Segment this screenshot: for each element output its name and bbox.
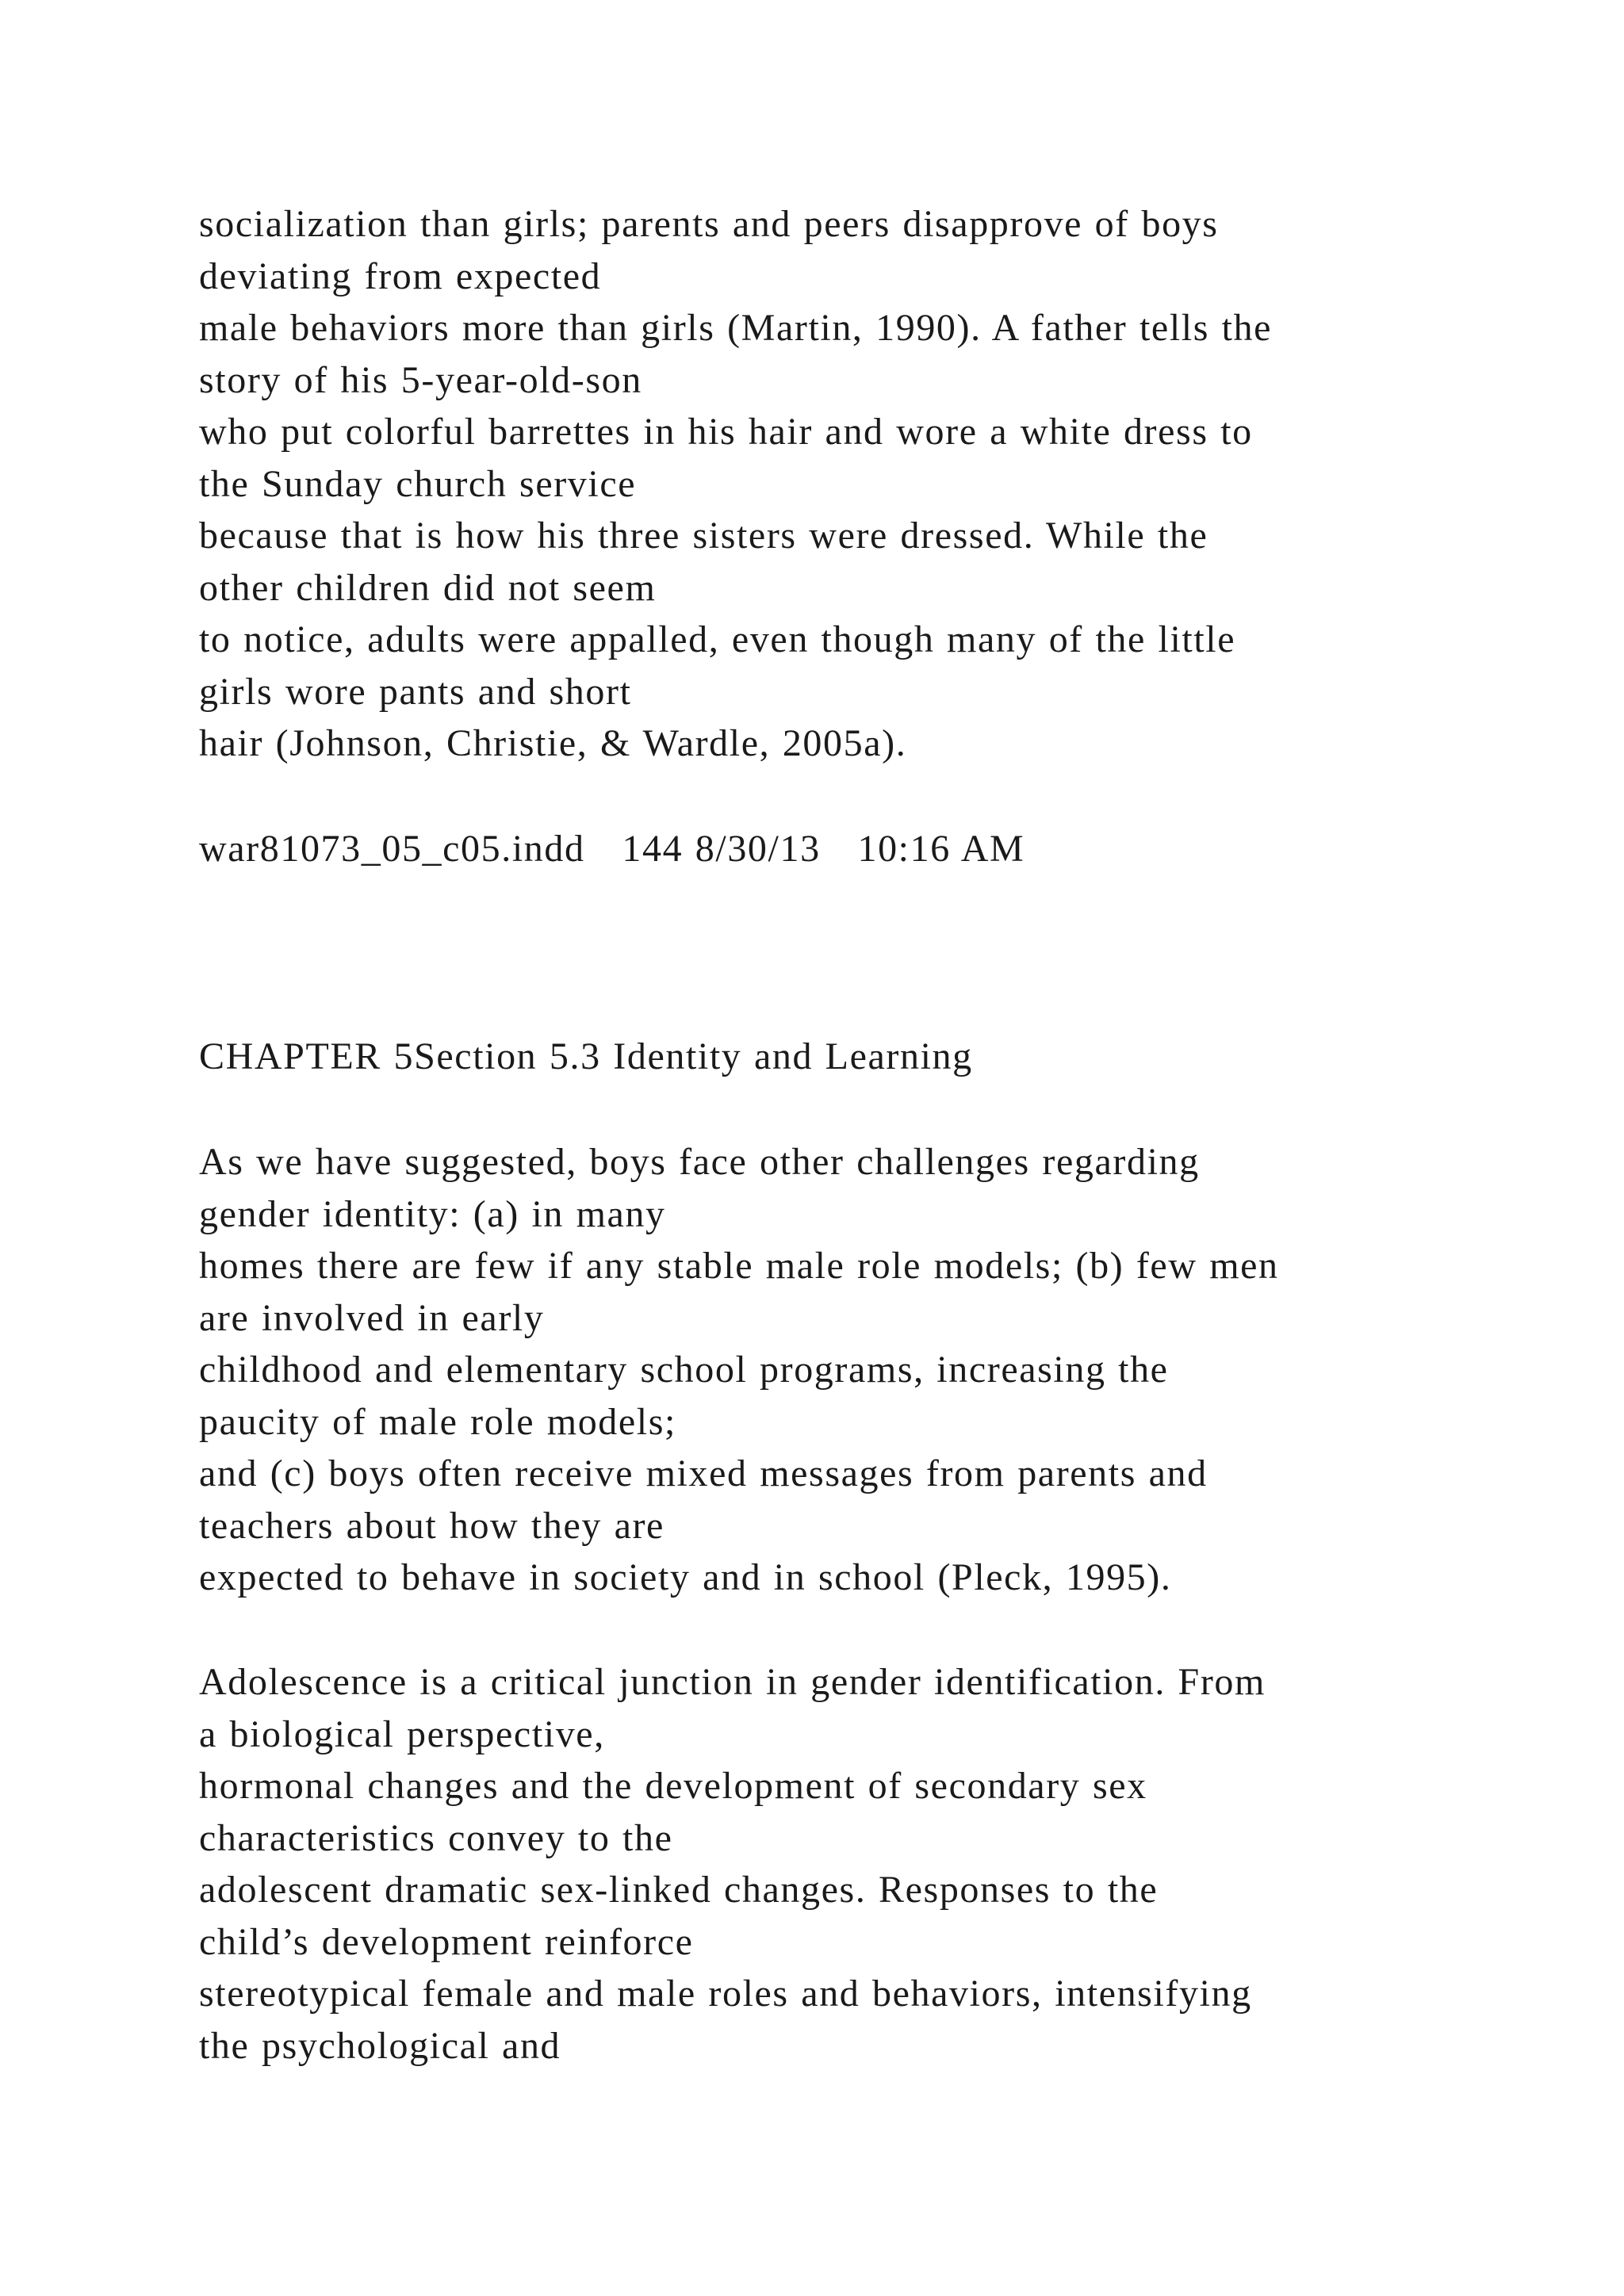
text-line: As we have suggested, boys face other challenges regarding [199,1141,1200,1183]
text-line: to notice, adults were appalled, even though many of the little [199,618,1236,660]
section-heading-text: CHAPTER 5Section 5.3 Identity and Learning [199,1035,973,1077]
text-line: story of his 5-year-old-son [199,358,642,401]
text-line: hormonal changes and the development of secondary sex [199,1765,1147,1807]
text-line: Adolescence is a critical junction in gender identification. From [199,1661,1266,1703]
text-line: and (c) boys often receive mixed messages from parents and [199,1452,1208,1494]
text-line: paucity of male role models; [199,1400,676,1443]
paragraph-boys-challenges [199,1136,1547,1604]
text-line: the psychological and [199,2024,561,2067]
text-line: are involved in early [199,1296,545,1339]
text-line: expected to behave in society and in school (Pleck, 1995). [199,1556,1172,1598]
file-footer-text: war81073_05_c05.indd 144 8/30/13 10:16 AM [199,828,1025,870]
text-line: gender identity: (a) in many [199,1192,666,1235]
text-line: deviating from expected [199,254,602,297]
file-footer [199,823,1547,875]
text-line: male behaviors more than girls (Martin, 1990). A father tells the [199,307,1273,349]
text-line: childhood and elementary school programs, increasing the [199,1349,1169,1391]
text-line: stereotypical female and male roles and behaviors, intensifying [199,1973,1252,2015]
text-line: because that is how his three sisters were dressed. While the [199,515,1208,557]
text-line: socialization than girls; parents and peers disapprove of boys [199,203,1219,245]
text-line: girls wore pants and short [199,670,632,713]
text-line: homes there are few if any stable male role models; (b) few men [199,1245,1279,1287]
text-line: who put colorful barrettes in his hair and wore a white dress to [199,411,1253,453]
text-line: the Sunday church service [199,462,637,505]
section-heading [199,1031,1547,1083]
paragraph-adolescence [199,1656,1547,2072]
text-line: teachers about how they are [199,1504,665,1547]
paragraph-gender-socialization [199,198,1547,770]
text-line: characteristics convey to the [199,1816,673,1859]
text-line: other children did not seem [199,566,657,609]
text-line: a biological perspective, [199,1712,605,1755]
text-line: child’s development reinforce [199,1920,694,1963]
text-line: adolescent dramatic sex-linked changes. Responses to the [199,1869,1159,1911]
text-line: hair (Johnson, Christie, & Wardle, 2005a). [199,722,907,764]
